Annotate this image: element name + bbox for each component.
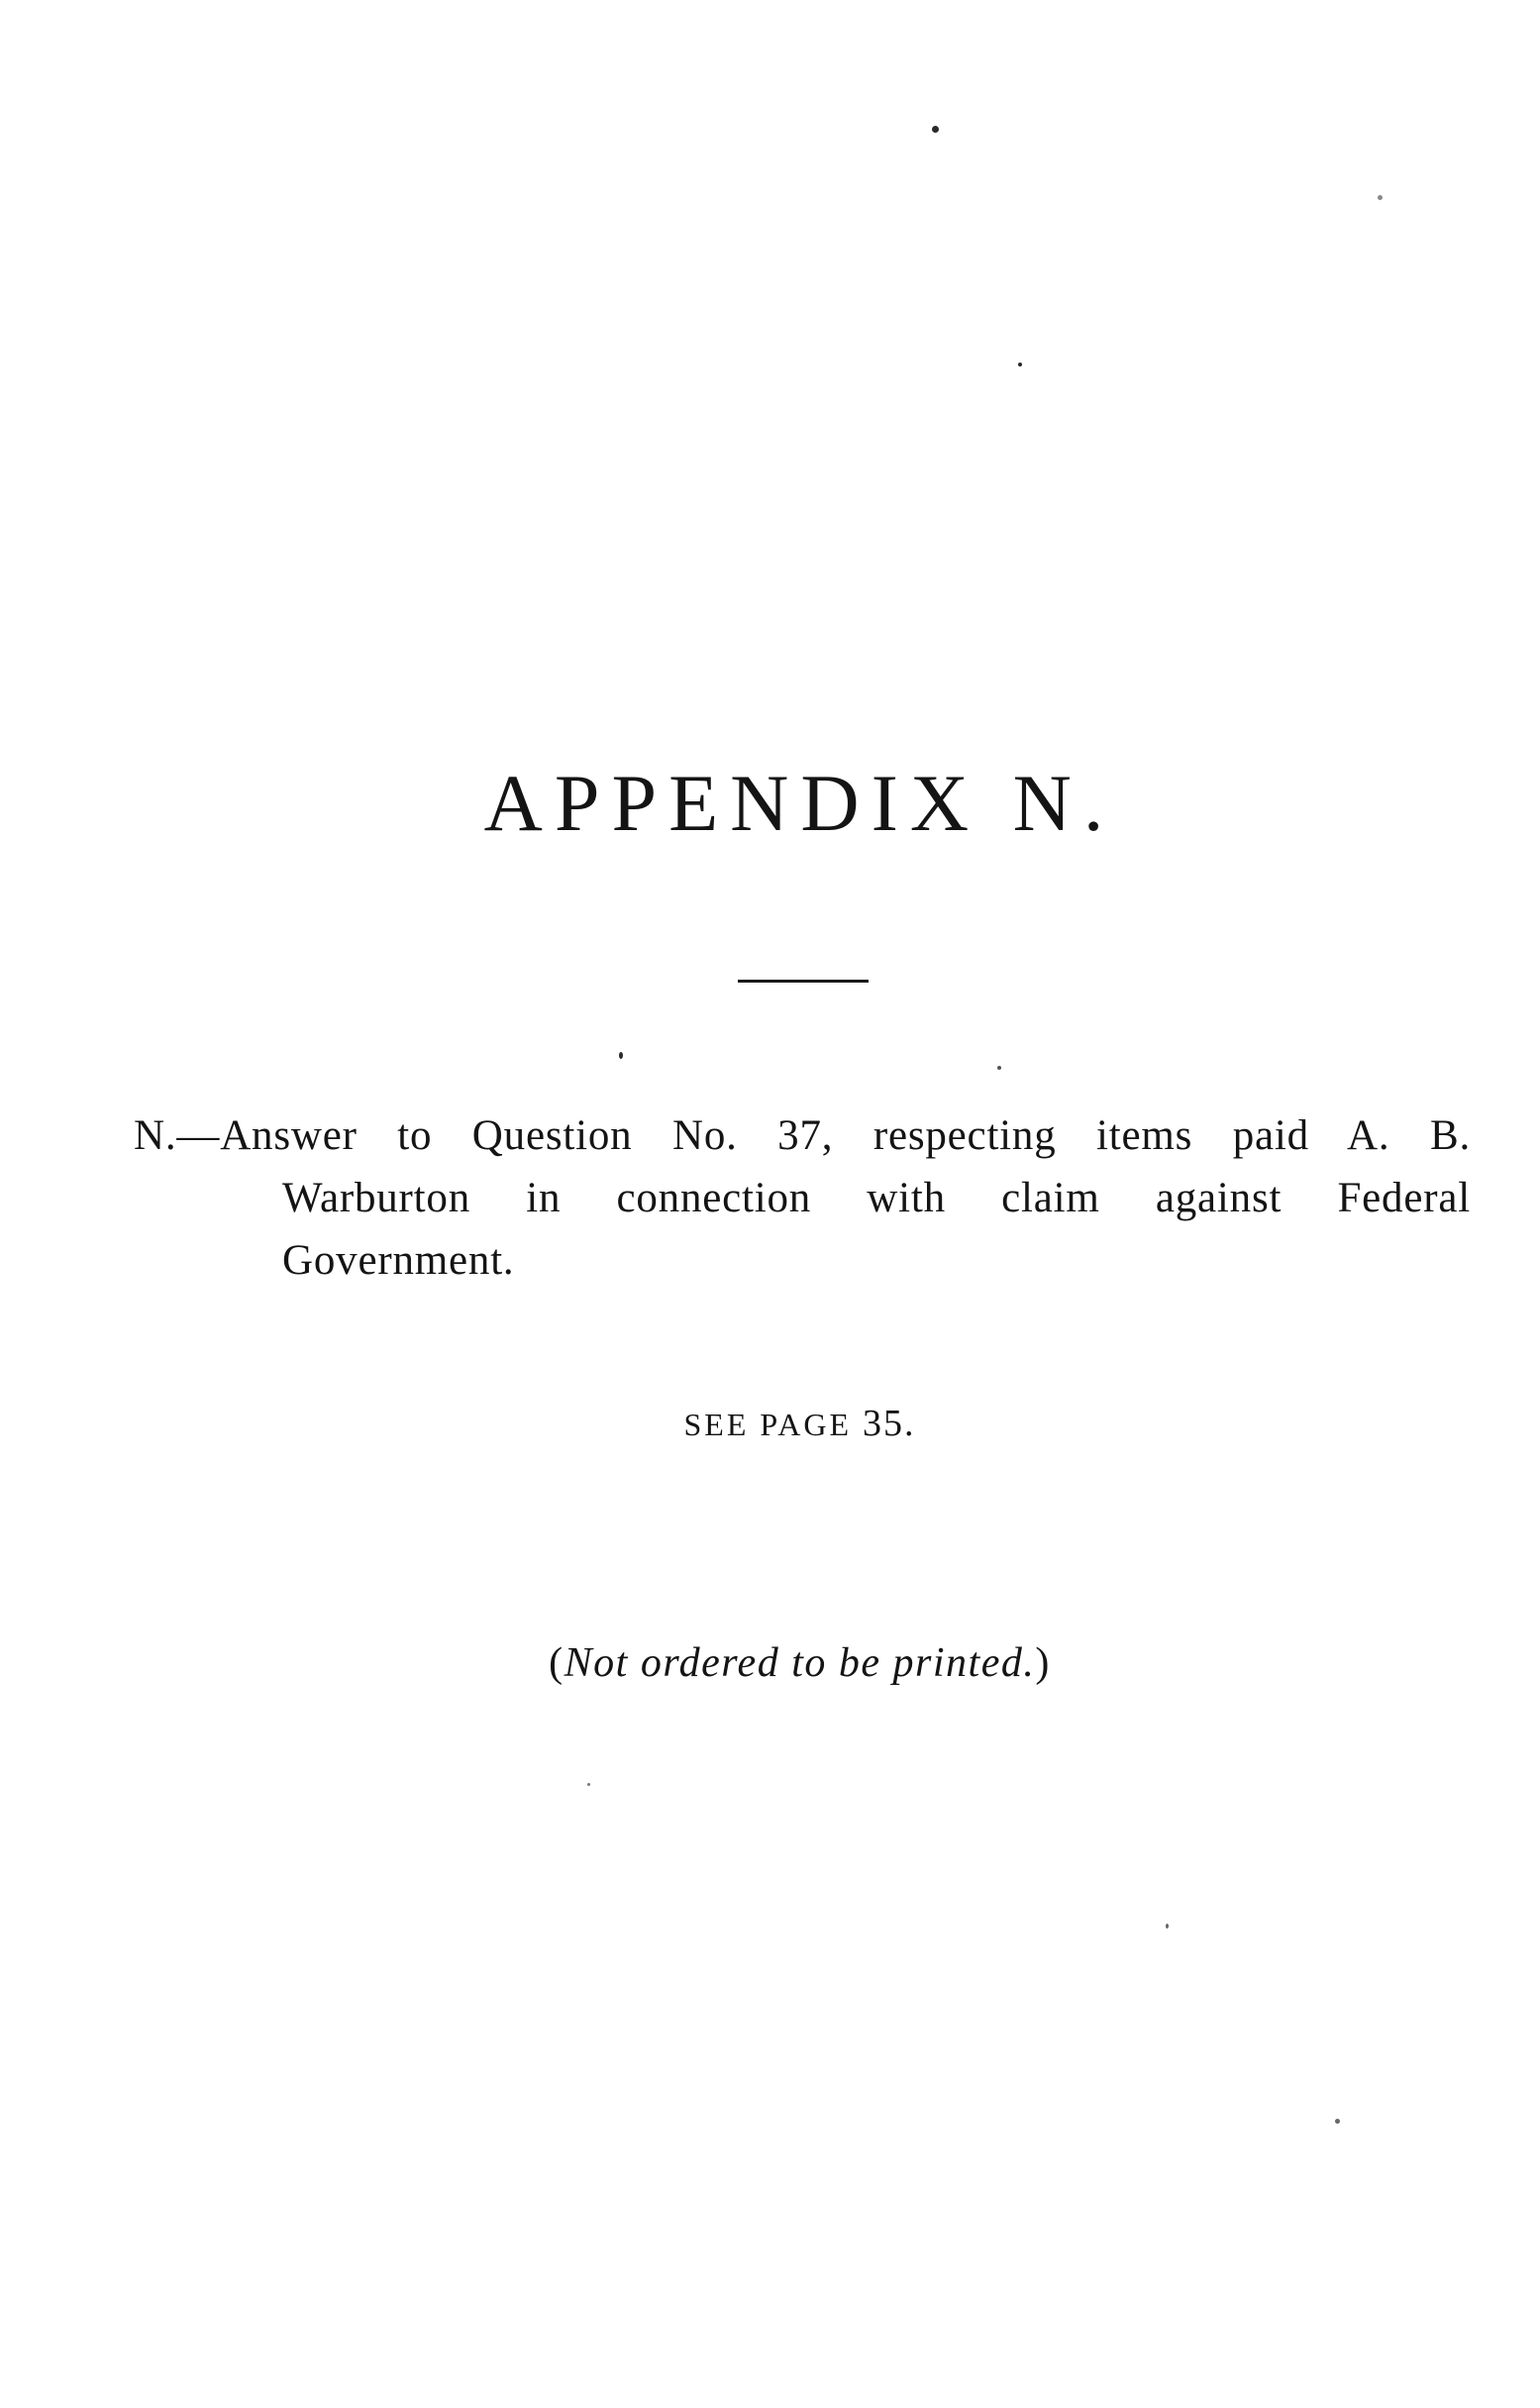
scan-speck <box>932 126 939 133</box>
scan-speck <box>997 1066 1001 1070</box>
scan-speck <box>1018 363 1022 366</box>
see-page-number: 35. <box>863 1403 916 1444</box>
entry-line-1: N.—Answer to Question No. 37, respecting items paid A. B. <box>134 1112 1471 1159</box>
scan-speck <box>1335 2119 1340 2124</box>
print-note-open-paren: ( <box>549 1640 565 1686</box>
appendix-heading: APPENDIX N. <box>483 758 1116 848</box>
see-page-reference <box>0 1402 1540 1445</box>
print-note-close-paren: ) <box>1035 1640 1051 1686</box>
print-note <box>0 1639 1540 1687</box>
entry-line-3: Government. <box>282 1237 515 1284</box>
scan-speck <box>619 1052 623 1059</box>
appendix-entry <box>134 1104 1471 1292</box>
scan-speck <box>1378 195 1383 200</box>
scan-speck <box>587 1783 590 1786</box>
see-page-label: SEE PAGE <box>683 1407 852 1442</box>
entry-line-2: Warburton in connection with claim against Federal <box>282 1175 1471 1221</box>
print-note-text: Not ordered to be printed. <box>564 1640 1036 1686</box>
scan-speck <box>1166 1924 1169 1929</box>
section-rule <box>738 980 869 983</box>
